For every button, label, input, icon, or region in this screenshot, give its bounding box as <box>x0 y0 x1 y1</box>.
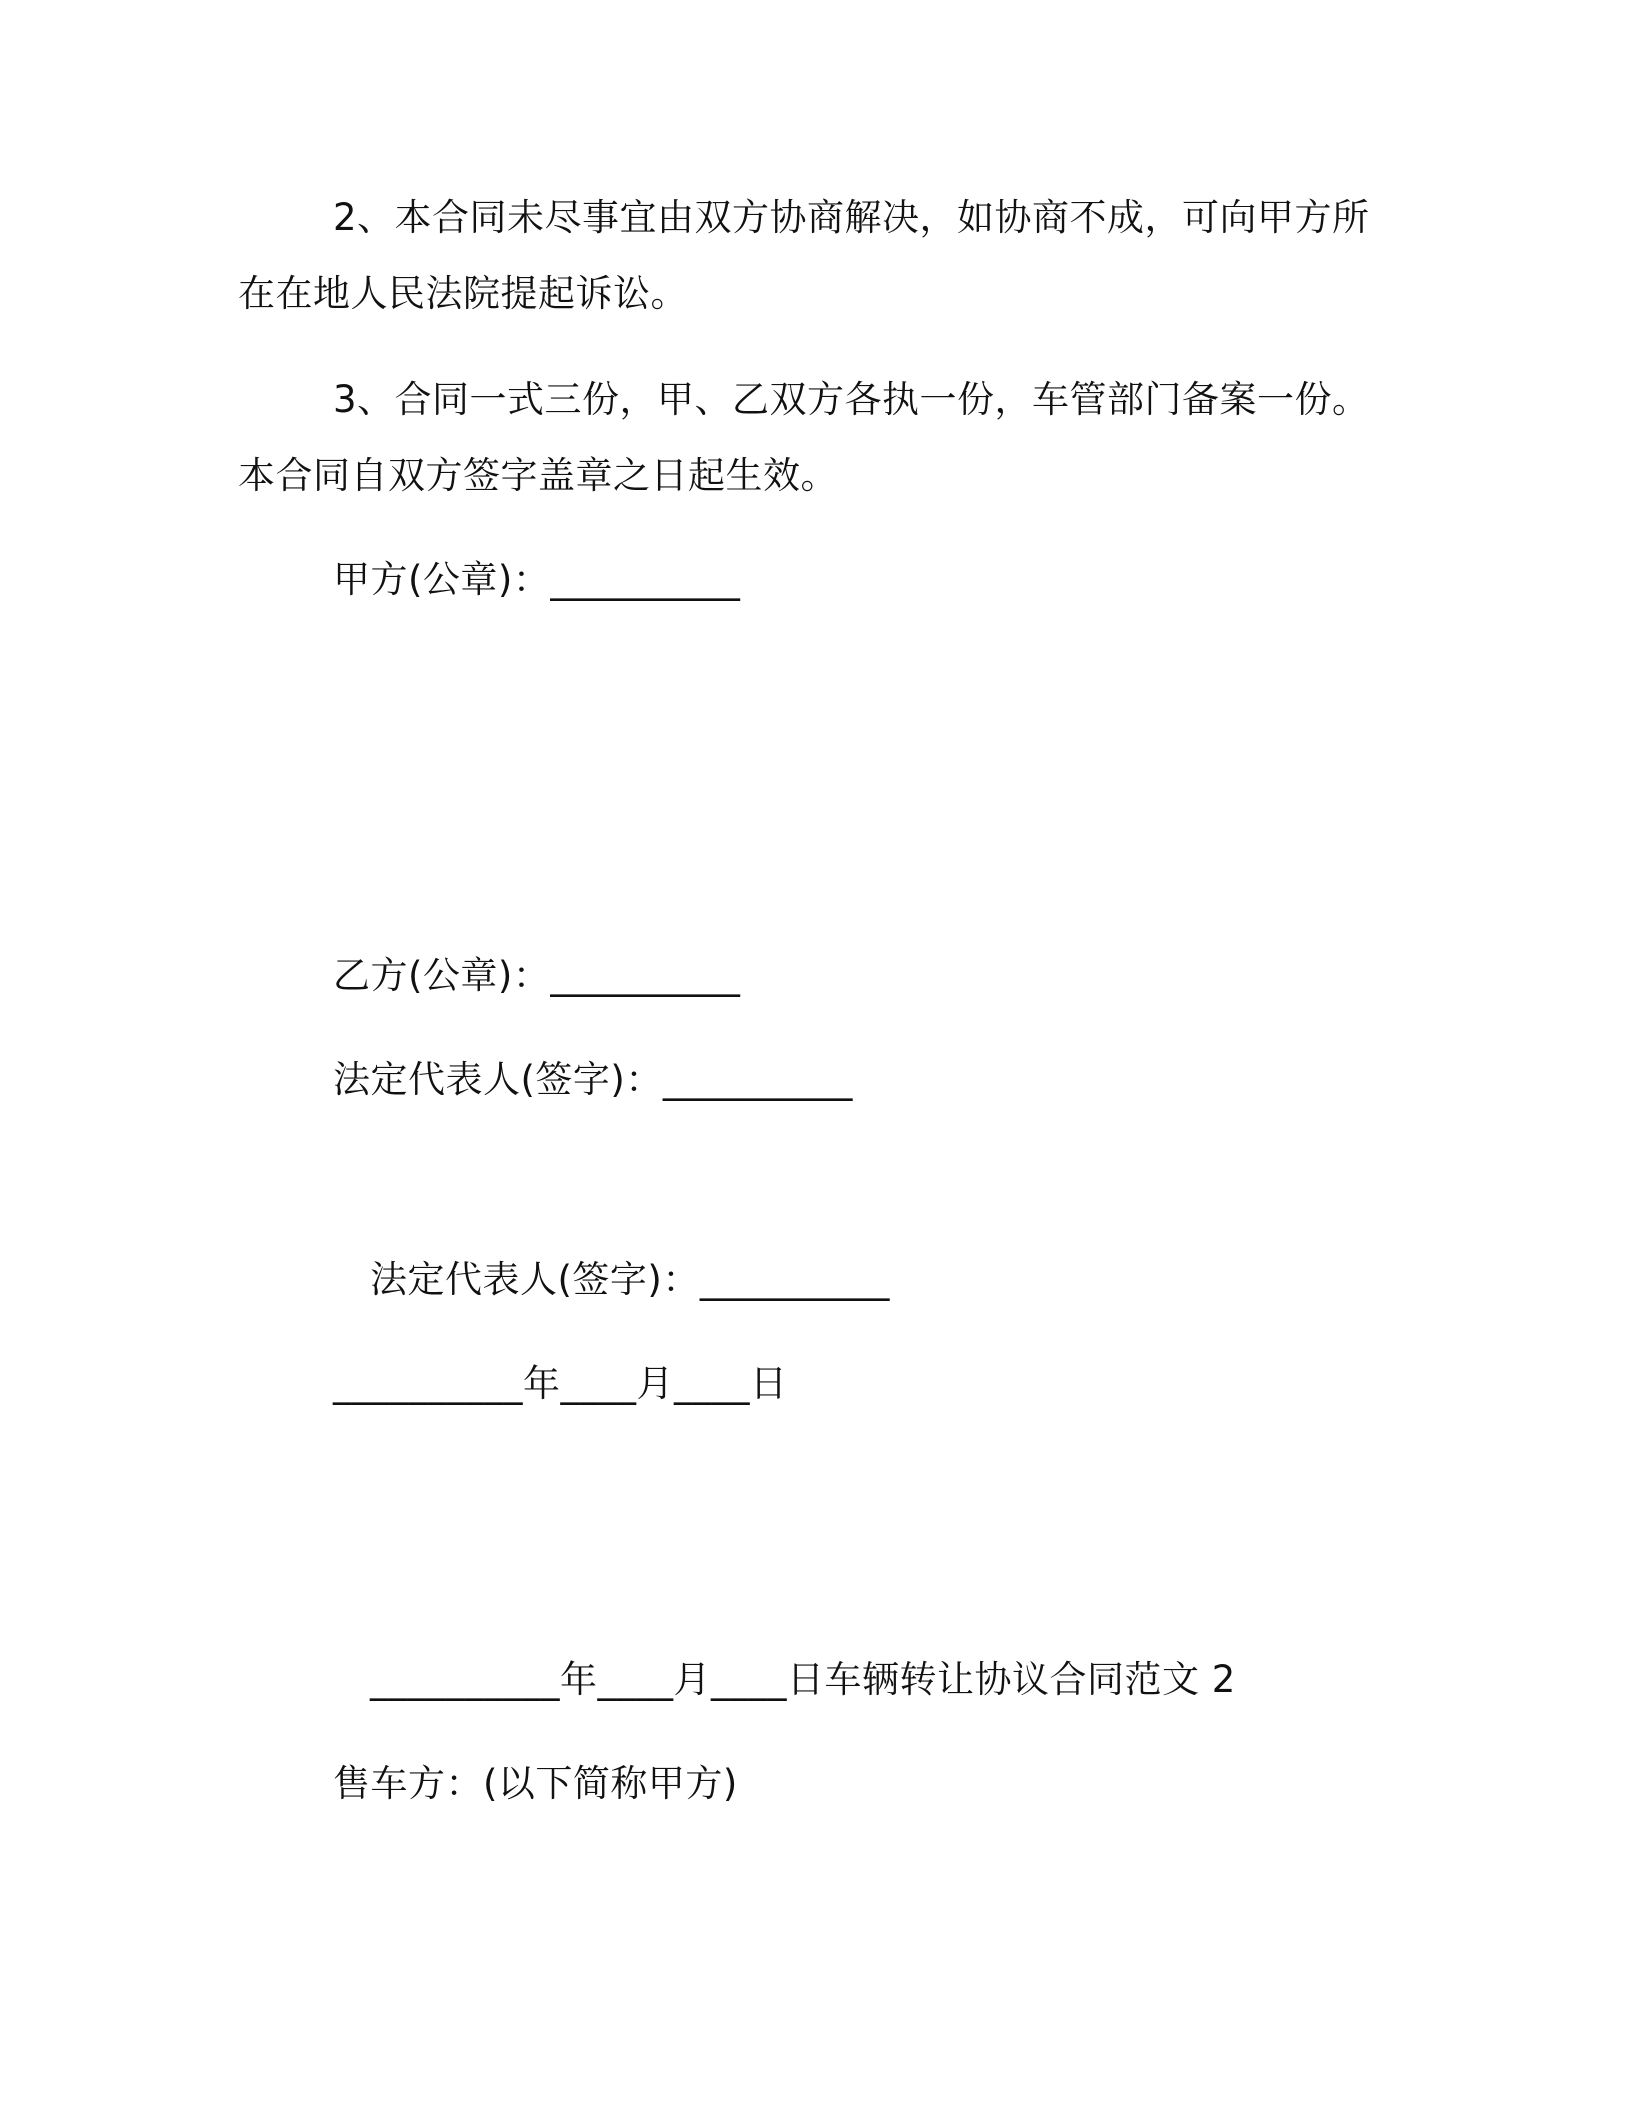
seller-line: 售车方：(以下简称甲方) <box>333 1762 738 1805</box>
clause-3-line-1: 3、合同一式三份，甲、乙双方各执一份，车管部门备案一份。 <box>333 378 1370 421</box>
clause-3-line-2: 本合同自双方签字盖章之日起生效。 <box>238 454 838 497</box>
legal-representative-line-2: 法定代表人(签字)：__________ <box>370 1258 890 1301</box>
party-b-seal-line: 乙方(公章)：__________ <box>333 954 741 997</box>
clause-2-line-2: 在在地人民法院提起诉讼。 <box>238 272 688 315</box>
next-contract-title: __________年____月____日车辆转让协议合同范文 2 <box>370 1658 1236 1701</box>
clause-2-line-1: 2、本合同未尽事宜由双方协商解决，如协商不成，可向甲方所 <box>333 196 1370 239</box>
party-a-seal-line: 甲方(公章)：__________ <box>333 558 741 601</box>
legal-representative-line-1: 法定代表人(签字)：__________ <box>333 1058 853 1101</box>
date-line: __________年____月____日 <box>333 1362 788 1405</box>
